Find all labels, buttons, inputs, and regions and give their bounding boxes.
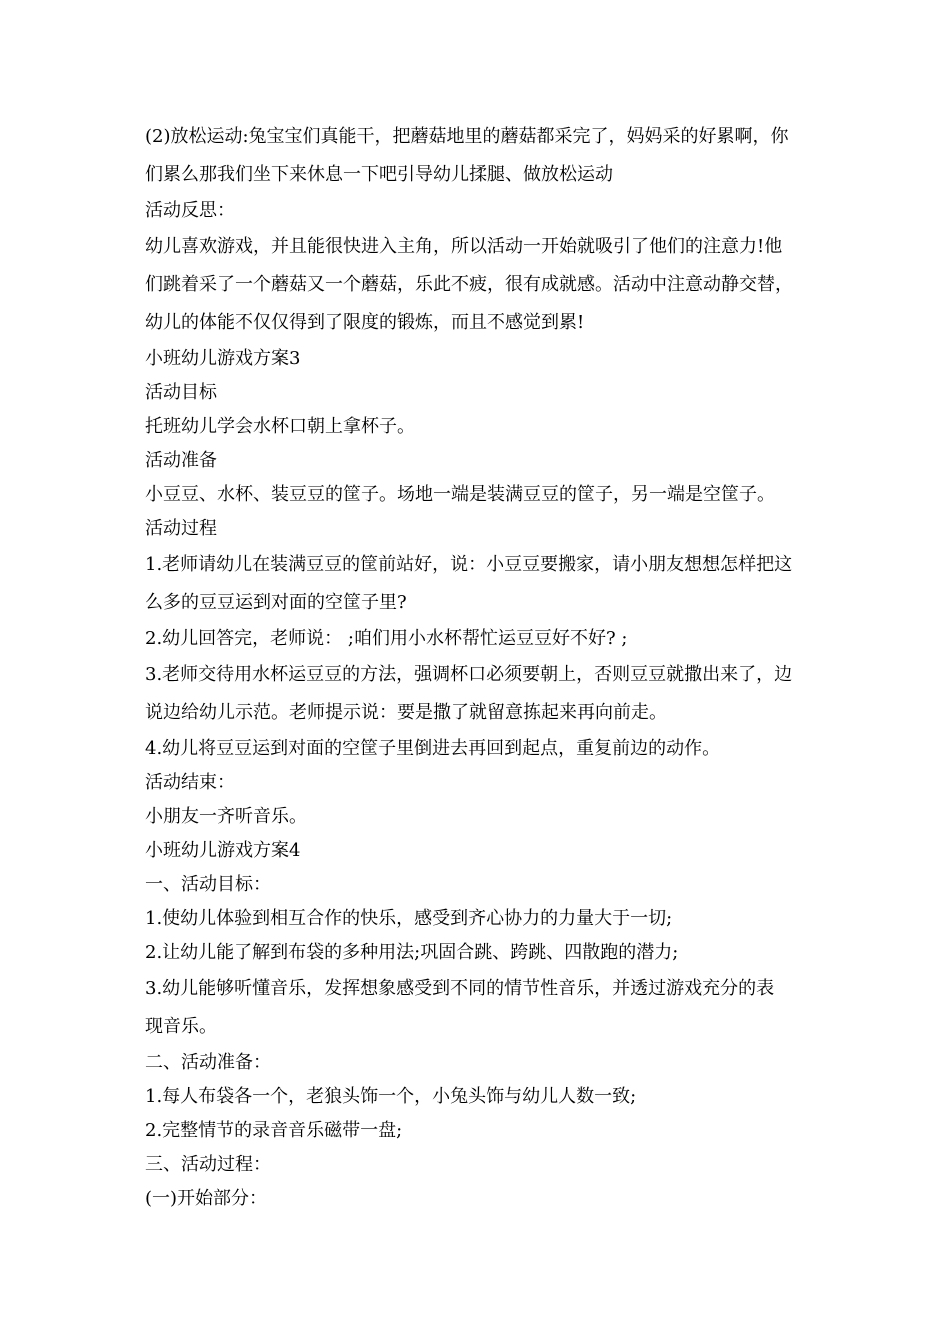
text-line: 幼儿的体能不仅仅得到了限度的锻炼，而且不感觉到累!	[145, 312, 585, 333]
text-line: 2.让幼儿能了解到布袋的多种用法;巩固合跳、跨跳、四散跑的潜力;	[145, 942, 679, 963]
text-line: (2)放松运动:兔宝宝们真能干，把蘑菇地里的蘑菇都采完了，妈妈采的好累啊，你	[145, 126, 789, 147]
text-line: 1.每人布袋各一个，老狼头饰一个，小兔头饰与幼儿人数一致;	[145, 1086, 637, 1107]
text-line: 说边给幼儿示范。老师提示说：要是撒了就留意拣起来再向前走。	[145, 702, 667, 723]
text-line: 托班幼儿学会水杯口朝上拿杯子。	[145, 416, 415, 437]
text-line: 4.幼儿将豆豆运到对面的空筐子里倒进去再回到起点，重复前边的动作。	[145, 738, 721, 759]
text-line: 2.幼儿回答完，老师说： ;咱们用小水杯帮忙运豆豆好不好? ;	[145, 628, 628, 649]
section-heading: 活动准备	[145, 450, 217, 471]
text-line: 3.老师交待用水杯运豆豆的方法，强调杯口必须要朝上，否则豆豆就撒出来了，边	[145, 664, 793, 685]
text-line: 幼儿喜欢游戏，并且能很快进入主角，所以活动一开始就吸引了他们的注意力!他	[145, 236, 783, 257]
section-heading: 二、活动准备：	[145, 1052, 271, 1073]
text-line: 们跳着采了一个蘑菇又一个蘑菇，乐此不疲，很有成就感。活动中注意动静交替，	[145, 274, 793, 295]
section-heading: 活动结束：	[145, 772, 235, 793]
section-heading: 活动反思：	[145, 200, 235, 221]
section-heading: 三、活动过程：	[145, 1154, 271, 1175]
text-line: 1.使幼儿体验到相互合作的快乐，感受到齐心协力的力量大于一切;	[145, 908, 673, 929]
plan-title: 小班幼儿游戏方案3	[145, 348, 301, 369]
section-heading: 一、活动目标：	[145, 874, 271, 895]
section-heading: (一)开始部分：	[145, 1188, 268, 1209]
text-line: 小豆豆、水杯、装豆豆的筐子。场地一端是装满豆豆的筐子，另一端是空筐子。	[145, 484, 775, 505]
text-line: 现音乐。	[145, 1016, 217, 1037]
text-line: 1.老师请幼儿在装满豆豆的筐前站好，说：小豆豆要搬家，请小朋友想想怎样把这	[145, 554, 793, 575]
document-page	[145, 118, 810, 1216]
text-line: 3.幼儿能够听懂音乐，发挥想象感受到不同的情节性音乐，并透过游戏充分的表	[145, 978, 775, 999]
section-heading: 活动过程	[145, 518, 217, 539]
text-line: 2.完整情节的录音音乐磁带一盘;	[145, 1120, 403, 1141]
section-heading: 活动目标	[145, 382, 217, 403]
text-line: 么多的豆豆运到对面的空筐子里?	[145, 592, 407, 613]
text-line: 们累么那我们坐下来休息一下吧引导幼儿揉腿、做放松运动	[145, 164, 613, 185]
plan-title: 小班幼儿游戏方案4	[145, 840, 301, 861]
text-line: 小朋友一齐听音乐。	[145, 806, 307, 827]
